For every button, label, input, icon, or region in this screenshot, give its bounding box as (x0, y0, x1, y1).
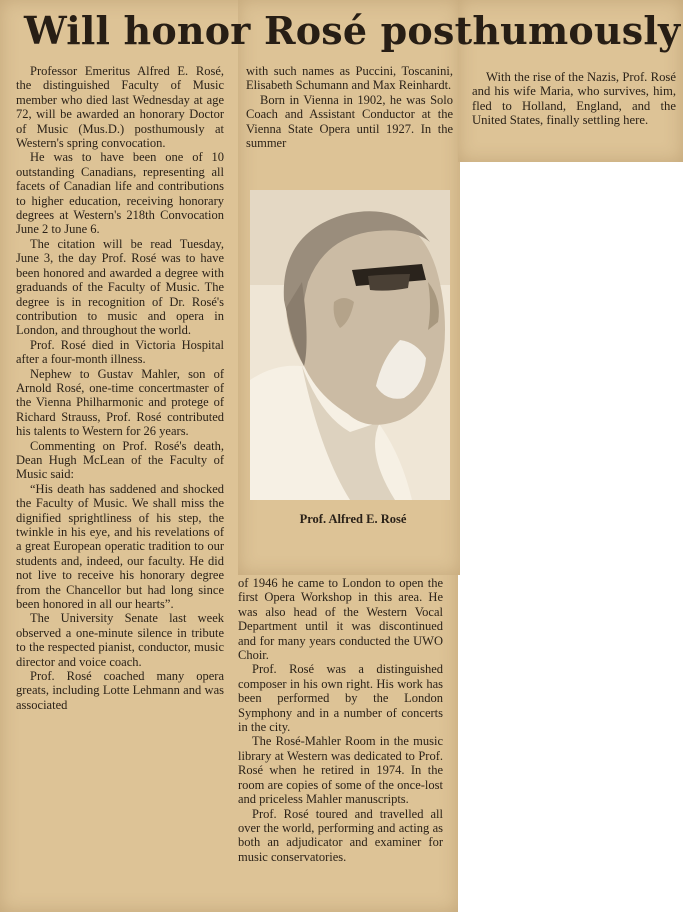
paragraph: Prof. Rosé toured and travelled all over the world, performing and acting as both an adjudicator and examiner for music conservatories. (238, 806, 443, 864)
paragraph: Nephew to Gustav Mahler, son of Arnold Rosé, one-time concertmaster of the Vienna Philharmonic and protege of Richard Strauss, Prof. Rosé contributed his talents to Western for 26 years. (16, 366, 224, 439)
paragraph: Born in Vienna in 1902, he was Solo Coach and Assistant Conductor at the Vienna State Opera until 1927. In the summer (246, 92, 453, 151)
paragraph: The citation will be read Tuesday, June 3, the day Prof. Rosé was to have been honored and awarded a degree with graduands of the Faculty of Music. The degree is in recognition of Dr. Rosé's contribution to music and opera in London, and throughout the world. (16, 236, 224, 338)
paragraph: Prof. Rosé coached many opera greats, including Lotte Lehmann and was associated (16, 669, 224, 712)
article-column-1 (16, 64, 224, 712)
paragraph: “His death has saddened and shocked the Faculty of Music. We shall miss the dignified sprightliness of his step, the twinkle in his eye, and his revelations of a great European operatic tradition to our students and, indeed, our faculty. He did not live to receive his honorary degree from the Chancellor but had long since been honored in all our hearts”. (16, 481, 224, 612)
article-column-2-bottom (238, 576, 443, 864)
photo-caption: Prof. Alfred E. Rosé (299, 512, 407, 526)
article-column-2-top (246, 64, 453, 150)
headline: Will honor Rosé posthumously (24, 8, 681, 53)
paragraph: The University Senate last week observed a one-minute silence in tribute to the respected pianist, conductor, music director and voice coach. (16, 611, 224, 669)
paragraph: Commenting on Prof. Rosé's death, Dean Hugh McLean of the Faculty of Music said: (16, 438, 224, 482)
paragraph: with such names as Puccini, Toscanini, Elisabeth Schumann and Max Reinhardt. (246, 64, 453, 93)
paragraph: He was to have been one of 10 outstanding Canadians, representing all facets of Canadian life and contributions to higher education, receiving honorary degrees at Western's 218th Convocation June 2 to June 6. (16, 150, 224, 237)
paragraph: Prof. Rosé was a distinguished composer in his own right. His work has been performed by the London Symphony and in a number of concerts in the city. (238, 662, 443, 735)
portrait-photo (250, 190, 450, 500)
paragraph: The Rosé-Mahler Room in the music library at Western was dedicated to Prof. Rosé when he retired in 1974. In the room are copies of some of the once-lost and priceless Mahler manuscripts. (238, 734, 443, 807)
article-column-3 (472, 70, 676, 128)
paragraph: With the rise of the Nazis, Prof. Rosé and his wife Maria, who survives, him, fled to Holland, England, and the United States, finally settling here. (472, 70, 676, 128)
paragraph: of 1946 he came to London to open the first Opera Workshop in this area. He was also head of the Western Vocal Department until it was discontinued and for many years conducted the UWO Choir. (238, 576, 443, 663)
paragraph: Professor Emeritus Alfred E. Rosé, the distinguished Faculty of Music member who died last Wednesday at age 72, will be awarded an honorary Doctor of Music (Mus.D.) posthumously at Western's spring convocation. (16, 64, 224, 151)
paragraph: Prof. Rosé died in Victoria Hospital after a four-month illness. (16, 337, 224, 367)
